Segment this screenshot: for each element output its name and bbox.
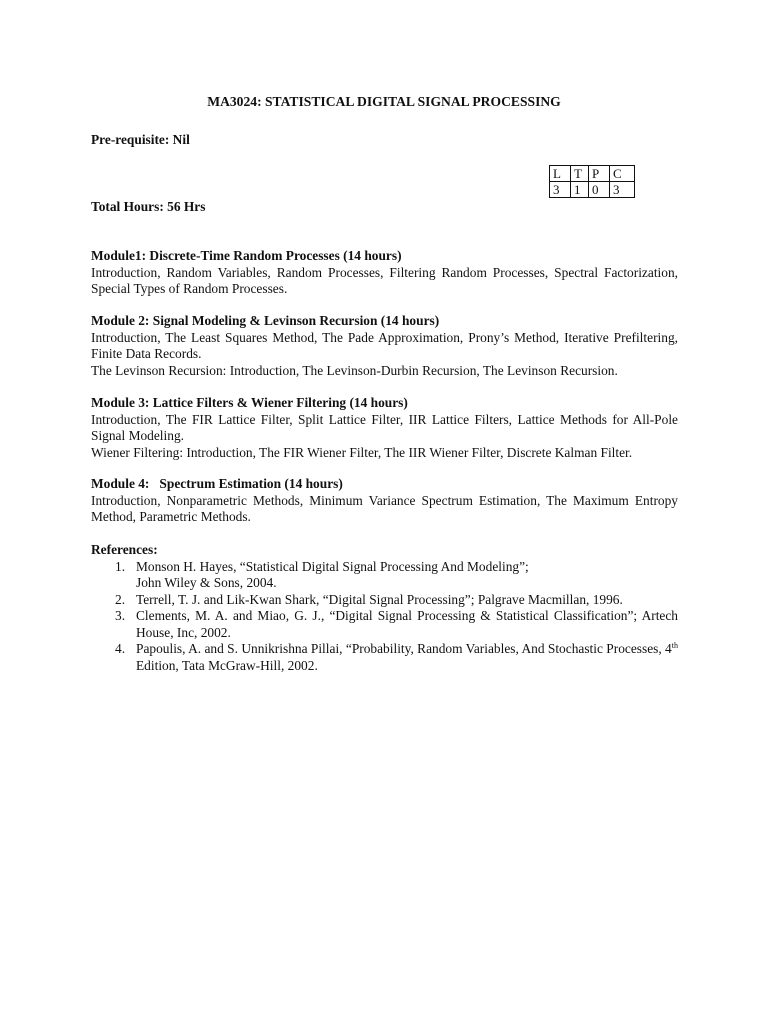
total-hours: Total Hours: 56 Hrs [91,199,206,214]
module-paragraph: Wiener Filtering: Introduction, The FIR Wiener Filter, The IIR Wiener Filter, Discrete Kalman Filter. [91,444,633,460]
module-4 [91,476,678,526]
reference-number: 1. [115,558,126,574]
credits-header-l: L [550,166,571,182]
reference-number: 4. [115,641,126,656]
ordinal-superscript: th [671,641,678,650]
prerequisite: Pre-requisite: Nil [91,132,190,147]
module-2 [91,313,678,379]
references-heading: References: [91,542,158,557]
credits-value-row [550,182,635,198]
module-paragraph: Introduction, Random Variables, Random Processes, Filtering Random Processes, Spectral Factorization, Special Types of Random Processes. [91,264,678,296]
credits-value-c: 3 [610,182,635,198]
reference-number: 2. [115,591,126,607]
module-heading: Module1: Discrete-Time Random Processes (14 hours) [91,248,402,263]
references-section [91,542,685,674]
module-heading: Module 3: Lattice Filters & Wiener Filtering (14 hours) [91,395,408,410]
reference-text: Terrell, T. J. and Lik-Kwan Shark, “Digital Signal Processing”; Palgrave Macmillan, 1996. [136,591,623,607]
references-list [91,558,685,675]
reference-text-continued: John Wiley & Sons, 2004. [136,575,277,590]
credits-header-c: C [610,166,635,182]
reference-text [136,641,685,674]
credits-value-p: 0 [589,182,610,198]
reference-text: Monson H. Hayes, “Statistical Digital Signal Processing And Modeling”; [136,558,529,574]
credits-table [549,165,635,198]
reference-text-part: Edition, Tata McGraw-Hill, 2002. [136,641,685,673]
credits-value-l: 3 [550,182,571,198]
reference-item [91,608,678,641]
course-title: MA3024: STATISTICAL DIGITAL SIGNAL PROCESSING [207,94,561,109]
module-heading: Module 4: Spectrum Estimation (14 hours) [91,476,343,491]
reference-item [91,559,678,592]
credits-header-row [550,166,635,182]
reference-text-part: Papoulis, A. and S. Unnikrishna Pillai, “Probability, Random Variables, And Stochastic Processes, 4 [136,641,672,656]
reference-item [91,592,678,609]
module-paragraph: Introduction, The FIR Lattice Filter, Split Lattice Filter, IIR Lattice Filters, Lattice Methods for All-Pole Signal Modeling. [91,411,678,443]
credits-header-t: T [571,166,589,182]
reference-item [91,641,685,674]
credits-header-p: P [589,166,610,182]
module-3 [91,395,678,461]
reference-number: 3. [115,608,126,623]
module-1 [91,248,678,298]
module-paragraph: Introduction, Nonparametric Methods, Minimum Variance Spectrum Estimation, The Maximum Entropy Method, Parametric Methods. [91,492,678,524]
module-paragraph: Introduction, The Least Squares Method, The Pade Approximation, Prony’s Method, Iterative Prefiltering, Finite Data Records. [91,329,678,361]
credits-value-t: 1 [571,182,589,198]
reference-text: Clements, M. A. and Miao, G. J., “Digital Signal Processing & Statistical Classification”; Artech House, Inc, 2002. [136,608,678,640]
module-heading: Module 2: Signal Modeling & Levinson Recursion (14 hours) [91,313,440,328]
module-paragraph: The Levinson Recursion: Introduction, The Levinson-Durbin Recursion, The Levinson Recursion. [91,362,618,378]
